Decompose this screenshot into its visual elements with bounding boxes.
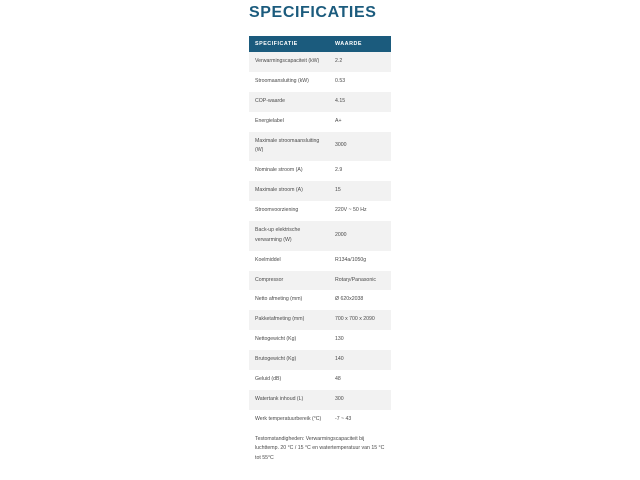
table-row	[249, 132, 391, 162]
table-footnote: Testomstandigheden: Verwarmingscapaciteit bij luchttemp. 20 °C / 15 °C en watertemperatuur van 15 °C tot 55°C	[249, 430, 391, 470]
cell-specificatie: Nettogewicht (Kg)	[249, 330, 329, 350]
table-row	[249, 52, 391, 72]
page-title: SPECIFICATIES	[249, 4, 377, 21]
cell-waarde: 2.2	[329, 52, 391, 72]
cell-waarde: 300	[329, 390, 391, 410]
cell-waarde: -7 ~ 43	[329, 410, 391, 430]
table-body	[249, 52, 391, 469]
cell-specificatie: Pakketafmeting (mm)	[249, 310, 329, 330]
cell-specificatie: Stroomaansluiting (kW)	[249, 72, 329, 92]
cell-waarde: 700 x 700 x 2090	[329, 310, 391, 330]
cell-waarde: R134a/1050g	[329, 251, 391, 271]
cell-specificatie: Compressor	[249, 271, 329, 291]
cell-specificatie: COP-waarde	[249, 92, 329, 112]
table-row	[249, 92, 391, 112]
column-header-specificatie: SPECIFICATIE	[249, 36, 329, 52]
cell-specificatie: Werk temperatuurbereik (°C)	[249, 410, 329, 430]
cell-waarde: 4.15	[329, 92, 391, 112]
cell-specificatie: Maximale stroom (A)	[249, 181, 329, 201]
cell-waarde: 3000	[329, 132, 391, 162]
table-footnote-row	[249, 430, 391, 470]
table-row	[249, 410, 391, 430]
cell-waarde: 2.9	[329, 161, 391, 181]
cell-specificatie: Watertank inhoud (L)	[249, 390, 329, 410]
table-header-row	[249, 36, 391, 52]
cell-specificatie: Back-up elektrische verwarming (W)	[249, 221, 329, 251]
cell-waarde: Rotary/Panasonic	[329, 271, 391, 291]
cell-specificatie: Brutogewicht (Kg)	[249, 350, 329, 370]
cell-waarde: A+	[329, 112, 391, 132]
table-row	[249, 370, 391, 390]
table-header	[249, 36, 391, 52]
table-row	[249, 161, 391, 181]
cell-waarde: 15	[329, 181, 391, 201]
table-row	[249, 221, 391, 251]
cell-specificatie: Verwarmingscapaciteit (kW)	[249, 52, 329, 72]
table-row	[249, 271, 391, 291]
cell-specificatie: Koelmiddel	[249, 251, 329, 271]
table-row	[249, 350, 391, 370]
table-row	[249, 112, 391, 132]
specifications-table	[249, 36, 391, 469]
table-row	[249, 181, 391, 201]
table-row	[249, 290, 391, 310]
cell-waarde: 140	[329, 350, 391, 370]
cell-specificatie: Nominale stroom (A)	[249, 161, 329, 181]
cell-specificatie: Energielabel	[249, 112, 329, 132]
table-row	[249, 201, 391, 221]
cell-waarde: 48	[329, 370, 391, 390]
table-row	[249, 330, 391, 350]
cell-waarde: Ø 620x2038	[329, 290, 391, 310]
cell-waarde: 2000	[329, 221, 391, 251]
cell-specificatie: Geluid (dB)	[249, 370, 329, 390]
cell-specificatie: Stroomvoorziening	[249, 201, 329, 221]
cell-waarde: 220V ~ 50 Hz	[329, 201, 391, 221]
table-row	[249, 251, 391, 271]
table-row	[249, 310, 391, 330]
cell-waarde: 130	[329, 330, 391, 350]
cell-specificatie: Maximale stroomaansluiting (W)	[249, 132, 329, 162]
column-header-waarde: WAARDE	[329, 36, 391, 52]
table-row	[249, 390, 391, 410]
cell-specificatie: Netto afmeting (mm)	[249, 290, 329, 310]
table-row	[249, 72, 391, 92]
cell-waarde: 0.53	[329, 72, 391, 92]
